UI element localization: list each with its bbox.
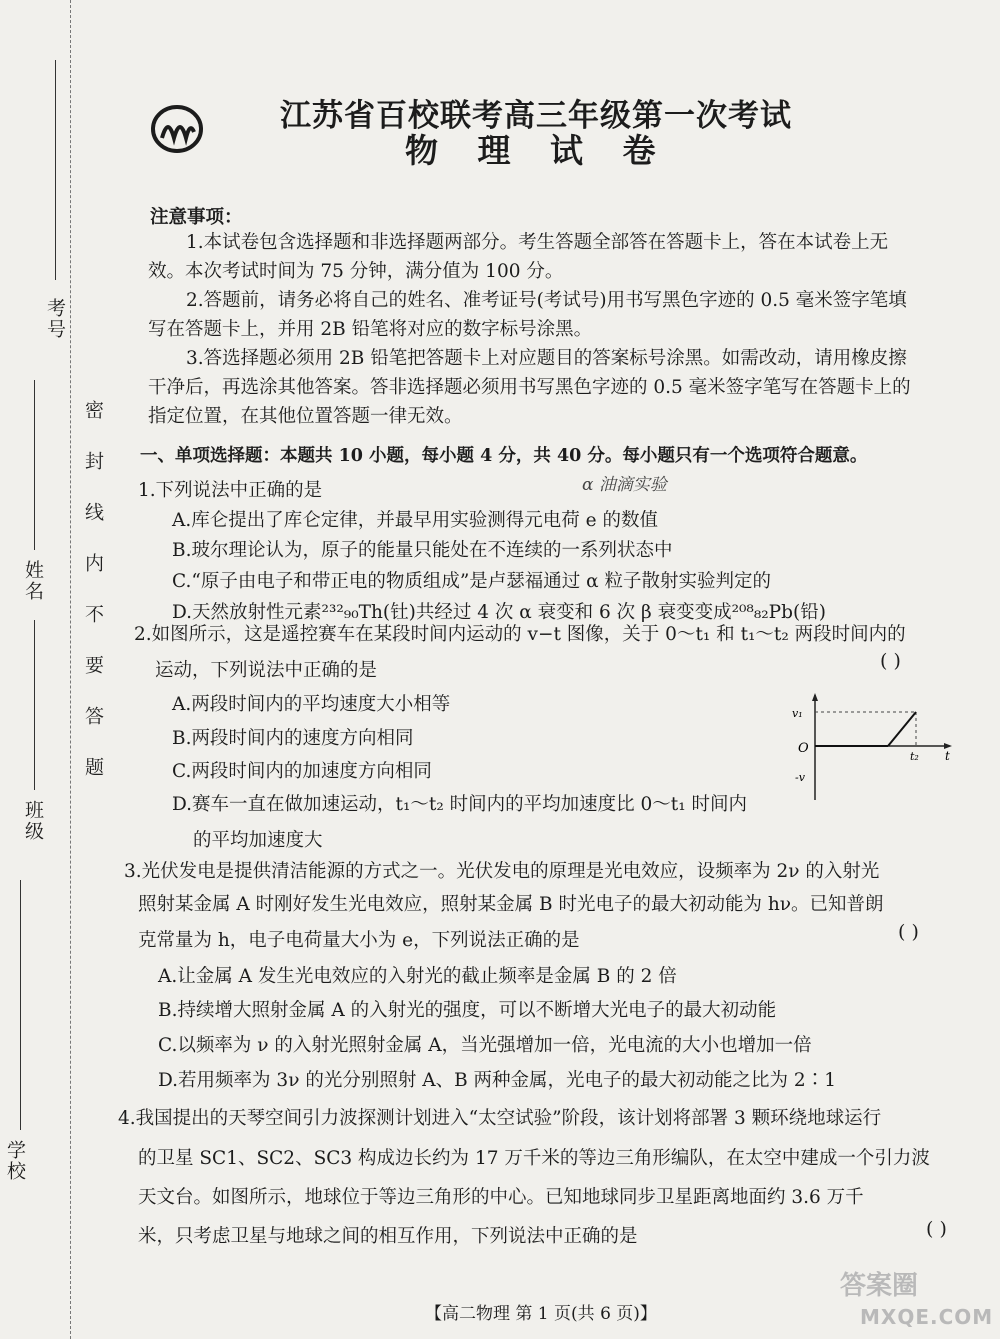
watermark-url: MXQE.COM [860, 1305, 994, 1329]
question-2-option-d: 的平均加速度大 [193, 830, 323, 851]
question-2-stem: 2.如图所示，这是遥控赛车在某段时间内运动的 v−t 图像，关于 0～t₁ 和 t₁～t₂ 两段时间内的 [134, 624, 906, 645]
answer-bracket: ( ) [880, 650, 901, 672]
school-label: 学校 [4, 1140, 26, 1182]
vt-graph [790, 690, 960, 805]
question-4-stem: 的卫星 SC1、SC2、SC3 构成边长约为 17 万千米的等边三角形编队，在太空中建成一个引力波 [138, 1148, 930, 1169]
graph-segment [888, 712, 916, 746]
question-2-option-d: D.赛车一直在做加速运动，t₁～t₂ 时间内的平均加速度比 0～t₁ 时间内 [172, 794, 748, 815]
notes-line: 指定位置，在其他位置答题一律无效。 [148, 406, 463, 427]
question-3-stem: 克常量为 h，电子电荷量大小为 e，下列说法正确的是 [138, 930, 580, 951]
notes-heading: 注意事项： [150, 207, 243, 228]
question-3-option-c: C.以频率为 ν 的入射光照射金属 A，当光强增加一倍，光电流的大小也增加一倍 [158, 1035, 812, 1056]
page-footer: 【高二物理 第 1 页(共 6 页)】 [425, 1304, 657, 1324]
question-3-stem: 3.光伏发电是提供清洁能源的方式之一。光伏发电的原理是光电效应，设频率为 2ν 的入射光 [124, 861, 880, 882]
question-1-option-a: A.库仑提出了库仑定律，并最早用实验测得元电荷 e 的数值 [172, 510, 658, 531]
t2-label: t₂ [910, 750, 919, 763]
question-2-option-b: B.两段时间内的速度方向相同 [172, 728, 414, 749]
notes-line: 1.本试卷包含选择题和非选择题两部分。考生答题全部答在答题卡上，答在本试卷上无 [186, 232, 889, 253]
exam-title: 江苏省百校联考高三年级第一次考试 [280, 98, 792, 134]
question-4-stem: 4.我国提出的天琴空间引力波探测计划进入“太空试验”阶段，该计划将部署 3 颗环绕地球运行 [118, 1108, 882, 1129]
question-1-option-b: B.玻尔理论认为，原子的能量只能处在不连续的一系列状态中 [172, 540, 673, 561]
notes-line: 2.答题前，请务必将自己的姓名、准考证号(考试号)用书写黑色字迹的 0.5 毫米签字笔填 [186, 290, 907, 311]
notes-line: 3.答选择题必须用 2B 铅笔把答题卡上对应题目的答案标号涂黑。如需改动，请用橡皮擦 [186, 348, 907, 369]
question-4-stem: 米，只考虑卫星与地球之间的相互作用，下列说法中正确的是 [138, 1226, 638, 1247]
v1-label: v₁ [792, 707, 803, 720]
question-3-option-b: B.持续增大照射金属 A 的入射光的强度，可以不断增大光电子的最大初动能 [158, 1000, 777, 1021]
binding-line [70, 0, 72, 1339]
question-4-stem: 天文台。如图所示，地球位于等边三角形的中心。已知地球同步卫星距离地面约 3.6 万千 [138, 1187, 864, 1208]
handwritten-note: α 油滴实验 [582, 475, 667, 495]
origin-label: O [798, 741, 809, 756]
exam-number-line [55, 60, 56, 280]
answer-bracket: ( ) [926, 1218, 947, 1240]
class-label: 班级 [22, 800, 44, 842]
question-2-stem: 运动，下列说法中正确的是 [155, 660, 378, 681]
question-1-option-d: D.天然放射性元素²³²₉₀Th(钍)共经过 4 次 α 衰变和 6 次 β 衰变变成²⁰⁸₈₂Pb(铅) [172, 602, 826, 623]
question-2-option-a: A.两段时间内的平均速度大小相等 [172, 694, 451, 715]
name-line [34, 380, 35, 550]
v-axis-arrow [812, 693, 818, 701]
school-line [20, 880, 21, 1130]
exam-logo [150, 102, 204, 156]
seal-warning: 密封线内不要答题 [82, 400, 104, 808]
question-3-option-a: A.让金属 A 发生光电效应的入射光的截止频率是金属 B 的 2 倍 [158, 966, 677, 987]
question-1-stem: 1.下列说法中正确的是 [138, 480, 323, 501]
notes-line: 干净后，再选涂其他答案。答非选择题必须用书写黑色字迹的 0.5 毫米签字笔写在答题卡上的 [148, 377, 911, 398]
section-heading: 一、单项选择题：本题共 10 小题，每小题 4 分，共 40 分。每小题只有一个选项符合题意。 [140, 446, 868, 466]
notes-line: 效。本次考试时间为 75 分钟，满分值为 100 分。 [148, 261, 564, 282]
notes-line: 写在答题卡上，并用 2B 铅笔将对应的数字标号涂黑。 [148, 319, 593, 340]
class-line [34, 620, 35, 790]
watermark-logo: 答案圈 [840, 1271, 919, 1301]
name-label: 姓名 [22, 560, 44, 602]
neg-v-label: -v [795, 771, 805, 784]
subject-title: 物 理 试 卷 [405, 131, 670, 170]
exam-number-label: 考号 [44, 298, 66, 340]
question-3-stem: 照射某金属 A 时刚好发生光电效应，照射某金属 B 时光电子的最大初动能为 hν。已知普朗 [138, 894, 884, 915]
answer-bracket: ( ) [898, 921, 919, 943]
question-1-option-c: C.“原子由电子和带正电的物质组成”是卢瑟福通过 α 粒子散射实验判定的 [172, 571, 772, 592]
t-label: t [945, 749, 950, 763]
question-2-option-c: C.两段时间内的加速度方向相同 [172, 761, 432, 782]
question-3-option-d: D.若用频率为 3ν 的光分别照射 A、B 两种金属，光电子的最大初动能之比为 2∶1 [158, 1070, 836, 1091]
